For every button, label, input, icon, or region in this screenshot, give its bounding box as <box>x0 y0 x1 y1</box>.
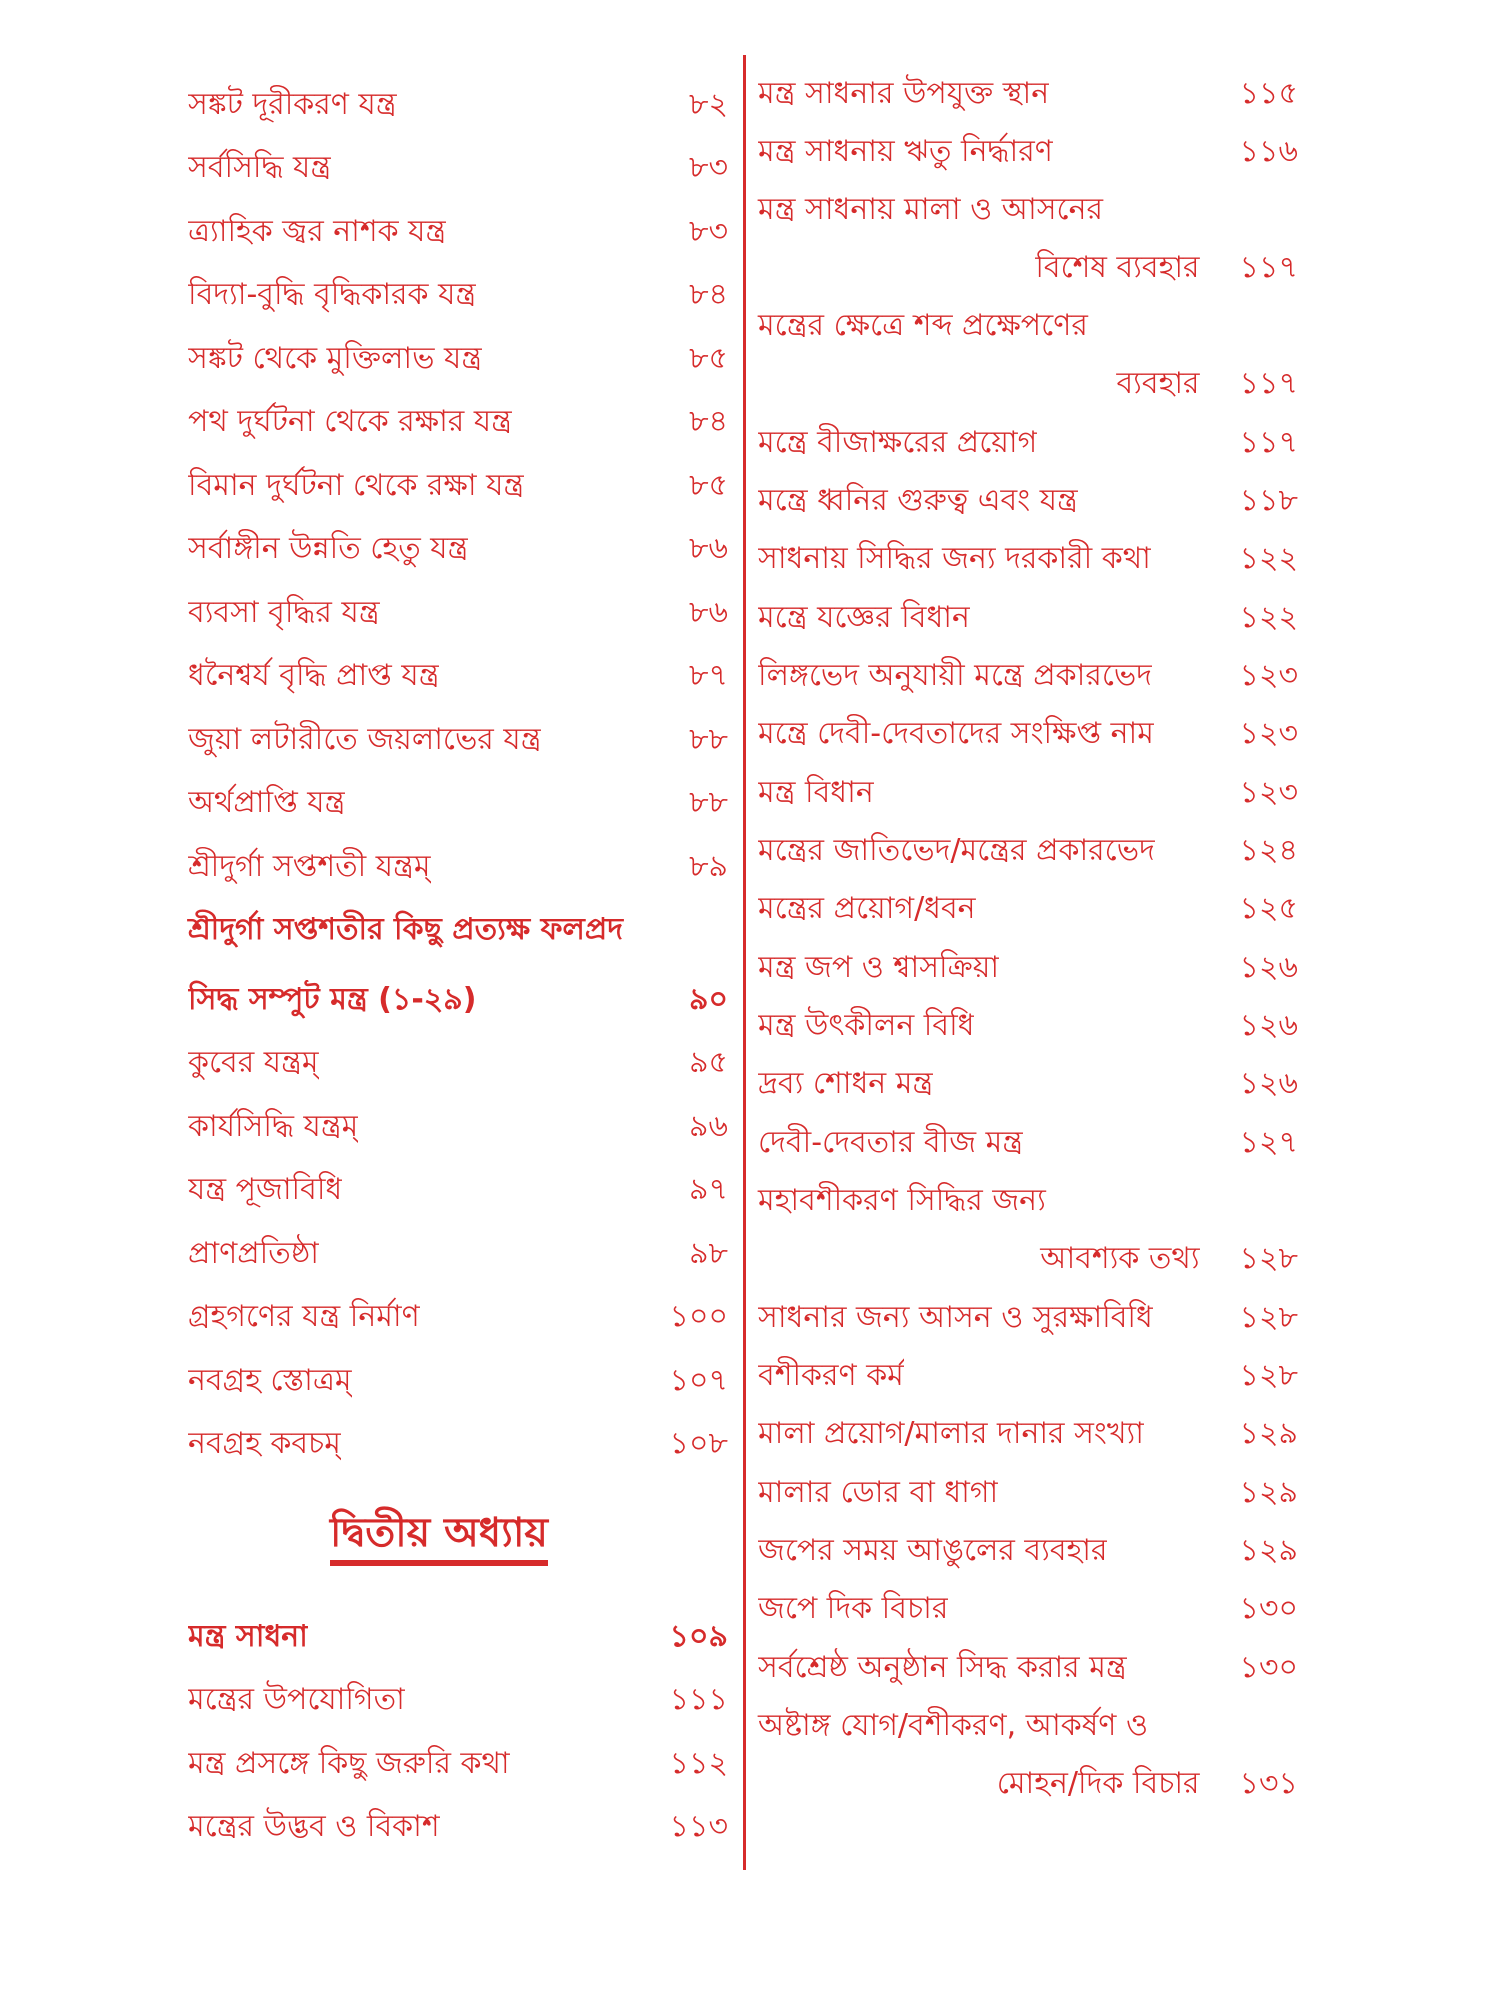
toc-entry-page: ১২৩ <box>1239 775 1298 810</box>
toc-entry <box>188 339 728 379</box>
toc-entry-page: ৯৫ <box>689 1045 728 1080</box>
toc-entry-page: ১২৪ <box>1239 833 1298 868</box>
toc-entry <box>758 1298 1298 1338</box>
toc-entry-title: দ্রব্য শোধন মন্ত্র <box>758 1066 934 1101</box>
toc-entry-title: দেবী-দেবতার বীজ মন্ত্র <box>758 1125 1024 1160</box>
toc-entry-page: ১১৭ <box>1239 250 1298 285</box>
toc-entry-title: মন্ত্রে দেবী-দেবতাদের সংক্ষিপ্ত নাম <box>758 716 1154 751</box>
toc-entry <box>188 783 728 823</box>
toc-entry-title: মন্ত্র জপ ও শ্বাসক্রিয়া <box>758 950 1000 985</box>
toc-entry-page: ৮৫ <box>689 468 728 503</box>
toc-entry-title: বিমান দুর্ঘটনা থেকে রক্ষা যন্ত্র <box>188 468 525 503</box>
toc-entry <box>188 1680 728 1720</box>
toc-entry <box>758 1531 1298 1571</box>
toc-entry <box>188 275 728 315</box>
toc-entry <box>188 466 728 506</box>
toc-entry-page: ৮৩ <box>689 150 728 185</box>
toc-entry-page: ১১৭ <box>1239 425 1298 460</box>
toc-entry <box>758 74 1298 114</box>
toc-entry-page: ১০৭ <box>669 1363 728 1398</box>
toc-entry <box>758 889 1298 929</box>
toc-entry-title: ব্যবহার <box>1116 366 1200 401</box>
toc-entry-title: কার্যসিদ্ধি যন্ত্রম্ <box>188 1109 359 1144</box>
toc-entry <box>758 1473 1298 1513</box>
toc-entry-title: সাধনার জন্য আসন ও সুরক্ষাবিধি <box>758 1300 1153 1335</box>
toc-entry-page: ১১১ <box>669 1682 728 1717</box>
toc-entry-title: মন্ত্রে যজ্ঞের বিধান <box>758 600 970 635</box>
toc-entry-title: সঙ্কট থেকে মুক্তিলাভ যন্ত্র <box>188 341 483 376</box>
toc-entry-title: মন্ত্রের উদ্ভব ও বিকাশ <box>188 1809 440 1844</box>
toc-entry <box>758 1589 1298 1629</box>
toc-entry-page: ১২৯ <box>1239 1416 1298 1451</box>
toc-entry <box>188 1617 728 1657</box>
toc-entry-line: শ্রীদুর্গা সপ্তশতীর কিছু প্রত্যক্ষ ফলপ্রদ <box>188 912 624 947</box>
toc-entry-page: ১০৯ <box>669 1619 728 1654</box>
toc-entry <box>758 714 1298 754</box>
toc-entry <box>758 132 1298 172</box>
toc-entry-continuation <box>758 1764 1298 1804</box>
toc-entry-page: ৮২ <box>689 87 728 122</box>
toc-entry <box>188 529 728 569</box>
toc-entry-page: ৮৪ <box>689 277 728 312</box>
toc-entry <box>188 1170 728 1210</box>
toc-entry <box>188 1234 728 1274</box>
toc-entry-title: পথ দুর্ঘটনা থেকে রক্ষার যন্ত্র <box>188 404 512 439</box>
toc-entry-title: ধনৈশ্বর্য বৃদ্ধি প্রাপ্ত যন্ত্র <box>188 658 440 693</box>
toc-entry-title: সর্বসিদ্ধি যন্ত্র <box>188 150 332 185</box>
toc-entry <box>188 847 728 887</box>
toc-entry-page: ১২৩ <box>1239 658 1298 693</box>
toc-entry-title: অর্থপ্রাপ্তি যন্ত্র <box>188 785 346 820</box>
column-divider <box>743 55 746 1870</box>
toc-entry-page: ১২৮ <box>1239 1300 1298 1335</box>
toc-entry-page: ১২৭ <box>1239 1125 1298 1160</box>
toc-entry <box>758 539 1298 579</box>
toc-entry-line: মহাবশীকরণ সিদ্ধির জন্য <box>758 1183 1046 1218</box>
toc-entry <box>758 1064 1298 1104</box>
toc-entry-title: জুয়া লটারীতে জয়লাভের যন্ত্র <box>188 722 542 757</box>
toc-entry-title: মন্ত্রের জাতিভেদ/মন্ত্রের প্রকারভেদ <box>758 833 1155 868</box>
toc-entry <box>758 831 1298 871</box>
toc-entry-page: ৮৮ <box>689 722 728 757</box>
toc-entry <box>758 656 1298 696</box>
toc-entry <box>758 1414 1298 1454</box>
toc-entry <box>188 1361 728 1401</box>
toc-entry-title: মন্ত্র সাধনা <box>188 1619 308 1654</box>
toc-entry-line: মন্ত্র সাধনায় মালা ও আসনের <box>758 192 1104 227</box>
toc-entry <box>188 212 728 252</box>
toc-entry-title: সর্বাঙ্গীন উন্নতি হেতু যন্ত্র <box>188 531 469 566</box>
toc-entry-page: ১১৬ <box>1239 134 1298 169</box>
toc-entry-line: মন্ত্রের ক্ষেত্রে শব্দ প্রক্ষেপণের <box>758 308 1088 343</box>
toc-entry <box>188 1424 728 1464</box>
toc-entry-page: ১৩০ <box>1239 1650 1298 1685</box>
toc-entry-title: মোহন/দিক বিচার <box>996 1766 1200 1801</box>
toc-entry-page: ১২৯ <box>1239 1533 1298 1568</box>
toc-entry-page: ১২৬ <box>1239 1066 1298 1101</box>
toc-entry-title: ত্র্যাহিক জ্বর নাশক যন্ত্র <box>188 214 447 249</box>
toc-entry-title: মালার ডোর বা ধাগা <box>758 1475 999 1510</box>
toc-entry <box>188 402 728 442</box>
toc-entry <box>758 948 1298 988</box>
toc-entry-page: ৯৬ <box>689 1109 728 1144</box>
toc-entry <box>758 773 1298 813</box>
toc-entry <box>758 1648 1298 1688</box>
toc-entry <box>188 1807 728 1847</box>
toc-entry <box>188 656 728 696</box>
chapter-heading: দ্বিতীয় অধ্যায় <box>330 1508 548 1566</box>
toc-entry-page: ১১৩ <box>669 1809 728 1844</box>
toc-entry-title: সঙ্কট দূরীকরণ যন্ত্র <box>188 87 397 122</box>
toc-entry <box>188 85 728 125</box>
toc-entry-page: ১৩১ <box>1239 1766 1298 1801</box>
toc-entry <box>188 593 728 633</box>
toc-entry-page: ১১২ <box>669 1746 728 1781</box>
toc-entry-title: মন্ত্রের উপযোগিতা <box>188 1682 405 1717</box>
toc-entry-title: মন্ত্রে বীজাক্ষরের প্রয়োগ <box>758 425 1038 460</box>
toc-entry <box>188 980 728 1020</box>
toc-entry <box>758 481 1298 521</box>
toc-entry-page: ১৩০ <box>1239 1591 1298 1626</box>
toc-entry-title: জপে দিক বিচার <box>758 1591 949 1626</box>
toc-entry-title: মন্ত্রের প্রয়োগ/ধবন <box>758 891 976 926</box>
toc-entry-title: প্রাণপ্রতিষ্ঠা <box>188 1236 319 1271</box>
toc-entry-page: ১২৬ <box>1239 1008 1298 1043</box>
toc-entry-page: ১১৮ <box>1239 483 1298 518</box>
toc-entry-title: সর্বশ্রেষ্ঠ অনুষ্ঠান সিদ্ধ করার মন্ত্র <box>758 1650 1127 1685</box>
toc-entry-title: মন্ত্র উৎকীলন বিধি <box>758 1008 975 1043</box>
toc-entry-title: বশীকরণ কর্ম <box>758 1358 904 1393</box>
toc-entry-title: মালা প্রয়োগ/মালার দানার সংখ্যা <box>758 1416 1144 1451</box>
toc-entry <box>188 720 728 760</box>
toc-entry-page: ১০৮ <box>669 1426 728 1461</box>
toc-entry-title: যন্ত্র পূজাবিধি <box>188 1172 343 1207</box>
toc-entry-page: ৮৫ <box>689 341 728 376</box>
toc-entry-page: ৯৭ <box>689 1172 728 1207</box>
toc-entry <box>758 1123 1298 1163</box>
toc-entry-page: ৮৬ <box>689 531 728 566</box>
toc-entry-title: মন্ত্র বিধান <box>758 775 874 810</box>
toc-entry-continuation <box>758 1239 1298 1279</box>
toc-entry-page: ৮৯ <box>689 849 728 884</box>
toc-entry-page: ৮৪ <box>689 404 728 439</box>
toc-entry-page: ১২৫ <box>1239 891 1298 926</box>
toc-entry-page: ১২২ <box>1239 600 1298 635</box>
toc-entry-page: ৮৮ <box>689 785 728 820</box>
toc-entry-title: কুবের যন্ত্রম্ <box>188 1045 319 1080</box>
toc-entry-title: বিশেষ ব্যবহার <box>1035 250 1200 285</box>
toc-entry-title: মন্ত্রে ধ্বনির গুরুত্ব এবং যন্ত্র <box>758 483 1078 518</box>
toc-entry <box>758 598 1298 638</box>
toc-entry-page: ১১৫ <box>1239 76 1298 111</box>
toc-entry-title: সিদ্ধ সম্পুট মন্ত্র (১-২৯) <box>188 982 477 1017</box>
toc-entry-line: অষ্টাঙ্গ যোগ/বশীকরণ, আকর্ষণ ও <box>758 1708 1149 1743</box>
toc-entry <box>758 1006 1298 1046</box>
toc-entry-page: ১২৮ <box>1239 1358 1298 1393</box>
toc-entry-page: ৮৩ <box>689 214 728 249</box>
toc-entry <box>188 1107 728 1147</box>
toc-entry-page: ৯০ <box>689 982 728 1017</box>
toc-entry <box>188 148 728 188</box>
toc-entry-continuation <box>758 364 1298 404</box>
toc-entry-title: সাধনায় সিদ্ধির জন্য দরকারী কথা <box>758 541 1151 576</box>
toc-entry-page: ১২৩ <box>1239 716 1298 751</box>
toc-entry-title: নবগ্রহ কবচম্ <box>188 1426 341 1461</box>
toc-entry <box>188 1297 728 1337</box>
toc-entry-continuation <box>758 248 1298 288</box>
toc-entry-page: ১১৭ <box>1239 366 1298 401</box>
toc-entry-title: আবশ্যক তথ্য <box>1040 1241 1200 1276</box>
toc-entry-page: ৯৮ <box>689 1236 728 1271</box>
toc-entry-title: মন্ত্র সাধনার উপযুক্ত স্থান <box>758 76 1050 111</box>
toc-entry-title: ব্যবসা বৃদ্ধির যন্ত্র <box>188 595 380 630</box>
toc-entry-title: নবগ্রহ স্তোত্রম্ <box>188 1363 352 1398</box>
toc-entry-title: মন্ত্র সাধনায় ঋতু নির্দ্ধারণ <box>758 134 1053 169</box>
toc-entry-title: বিদ্যা-বুদ্ধি বৃদ্ধিকারক যন্ত্র <box>188 277 477 312</box>
toc-entry <box>758 1356 1298 1396</box>
toc-entry <box>188 1043 728 1083</box>
toc-entry-page: ১২৯ <box>1239 1475 1298 1510</box>
toc-entry-page: ১২৮ <box>1239 1241 1298 1276</box>
toc-entry-page: ১২২ <box>1239 541 1298 576</box>
toc-entry-page: ৮৭ <box>689 658 728 693</box>
toc-entry-title: লিঙ্গভেদ অনুযায়ী মন্ত্রে প্রকারভেদ <box>758 658 1153 693</box>
toc-entry-page: ১২৬ <box>1239 950 1298 985</box>
toc-entry-title: শ্রীদুর্গা সপ্তশতী যন্ত্রম্ <box>188 849 431 884</box>
toc-entry <box>188 1744 728 1784</box>
toc-entry-title: মন্ত্র প্রসঙ্গে কিছু জরুরি কথা <box>188 1746 510 1781</box>
toc-entry-page: ৮৬ <box>689 595 728 630</box>
toc-entry <box>758 423 1298 463</box>
toc-entry-title: গ্রহগণের যন্ত্র নির্মাণ <box>188 1299 420 1334</box>
toc-entry-page: ১০০ <box>669 1299 728 1334</box>
toc-entry-title: জপের সময় আঙুলের ব্যবহার <box>758 1533 1108 1568</box>
